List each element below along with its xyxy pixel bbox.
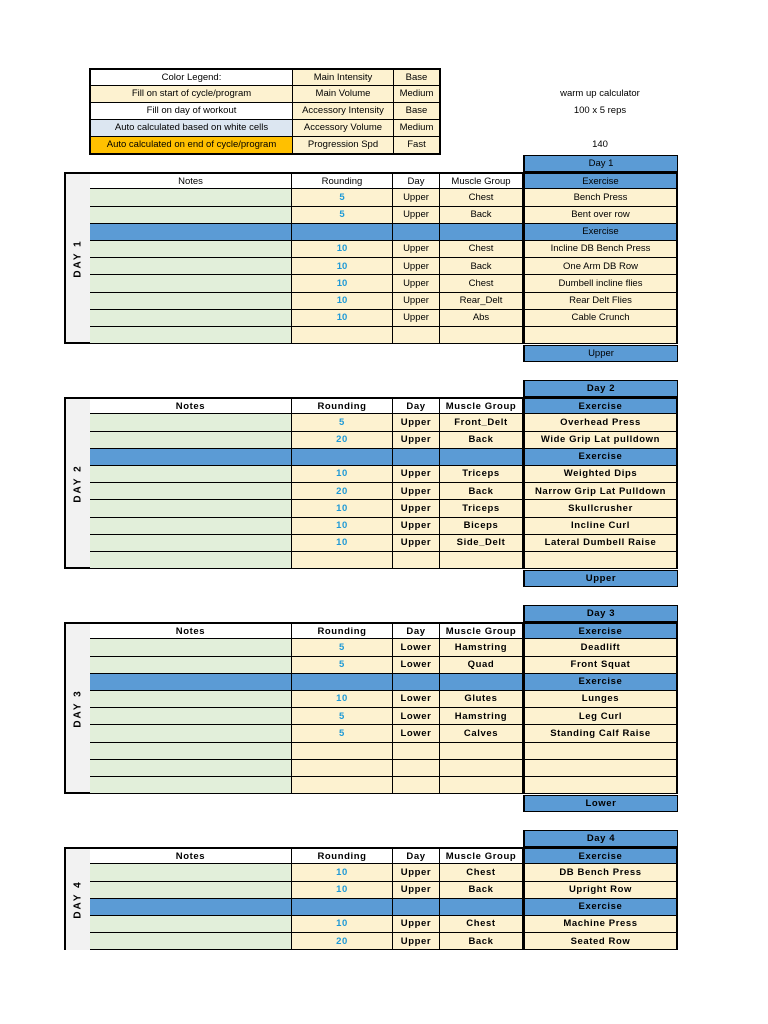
cell-muscle[interactable]: Rear_Delt (440, 293, 523, 310)
cell-muscle[interactable]: Back (440, 258, 523, 275)
accessory-divider (440, 899, 523, 916)
header-muscle: Muscle Group (440, 622, 523, 639)
accessory-divider (90, 449, 292, 466)
cell-notes[interactable] (90, 275, 292, 292)
day-side-label (64, 172, 90, 344)
cell-notes[interactable] (90, 882, 292, 899)
cell-rounding[interactable] (292, 760, 393, 777)
cell-day[interactable]: Upper (393, 414, 440, 431)
header-exercise: Exercise (523, 847, 678, 864)
cell-rounding[interactable]: 10 (292, 691, 393, 708)
cell-exercise[interactable]: Upright Row (523, 882, 678, 899)
cell-notes[interactable] (90, 241, 292, 258)
warmup-value: 140 (592, 139, 608, 151)
cell-notes[interactable] (90, 310, 292, 327)
cell-notes[interactable] (90, 535, 292, 552)
cell-muscle[interactable]: Triceps (440, 466, 523, 483)
cell-rounding[interactable]: 10 (292, 535, 393, 552)
cell-muscle[interactable]: Chest (440, 189, 523, 206)
value-progression-speed[interactable]: Fast (394, 137, 439, 153)
cell-muscle[interactable]: Abs (440, 310, 523, 327)
cell-notes[interactable] (90, 414, 292, 431)
cell-exercise[interactable]: Narrow Grip Lat Pulldown (523, 483, 678, 500)
cell-exercise[interactable]: Lateral Dumbell Raise (523, 535, 678, 552)
cell-rounding[interactable]: 5 (292, 207, 393, 224)
header-muscle: Muscle Group (440, 172, 523, 189)
day-title: Day 1 (523, 155, 678, 172)
cell-muscle[interactable]: Biceps (440, 518, 523, 535)
param-accessory-volume: Accessory Volume (293, 120, 393, 136)
cell-muscle[interactable]: Hamstring (440, 639, 523, 656)
cell-muscle[interactable]: Back (440, 933, 523, 950)
warmup-title: warm up calculator (560, 88, 640, 100)
cell-muscle[interactable]: Chest (440, 864, 523, 881)
accessory-divider (90, 674, 292, 691)
cell-exercise[interactable] (523, 327, 678, 344)
header-day: Day (393, 847, 440, 864)
color-legend (89, 68, 441, 155)
cell-notes[interactable] (90, 258, 292, 275)
cell-rounding[interactable] (292, 777, 393, 794)
cell-exercise[interactable] (523, 760, 678, 777)
cell-day[interactable]: Lower (393, 725, 440, 742)
accessory-exercise-header: Exercise (523, 224, 678, 241)
cell-exercise[interactable] (523, 743, 678, 760)
header-muscle: Muscle Group (440, 397, 523, 414)
accessory-divider (292, 224, 393, 241)
day-side-text: DAY 1 (72, 239, 84, 278)
cell-rounding[interactable]: 10 (292, 882, 393, 899)
cell-muscle[interactable]: Quad (440, 657, 523, 674)
param-main-intensity: Main Intensity (293, 70, 393, 85)
cell-exercise[interactable]: Incline Curl (523, 518, 678, 535)
cell-day[interactable]: Lower (393, 708, 440, 725)
warmup-formula: 100 x 5 reps (573, 105, 627, 117)
cell-day[interactable] (393, 760, 440, 777)
day-footer: Lower (523, 795, 678, 812)
cell-day[interactable]: Upper (393, 933, 440, 950)
cell-notes[interactable] (90, 916, 292, 933)
cell-muscle[interactable]: Hamstring (440, 708, 523, 725)
accessory-divider (393, 449, 440, 466)
header-day: Day (393, 622, 440, 639)
cell-exercise[interactable]: Dumbell incline flies (523, 275, 678, 292)
day-footer: Upper (523, 570, 678, 587)
cell-muscle[interactable]: Back (440, 882, 523, 899)
cell-rounding[interactable]: 10 (292, 275, 393, 292)
cell-day[interactable]: Lower (393, 639, 440, 656)
value-accessory-volume[interactable]: Medium (394, 120, 439, 136)
cell-rounding[interactable]: 5 (292, 708, 393, 725)
accessory-divider (440, 674, 523, 691)
day-side-label (64, 847, 90, 950)
cell-day[interactable]: Upper (393, 483, 440, 500)
cell-exercise[interactable]: One Arm DB Row (523, 258, 678, 275)
cell-muscle[interactable]: Calves (440, 725, 523, 742)
cell-muscle[interactable]: Side_Delt (440, 535, 523, 552)
accessory-exercise-header: Exercise (523, 449, 678, 466)
accessory-exercise-header: Exercise (523, 674, 678, 691)
cell-exercise[interactable]: Bent over row (523, 207, 678, 224)
cell-notes[interactable] (90, 639, 292, 656)
cell-notes[interactable] (90, 207, 292, 224)
header-muscle: Muscle Group (440, 847, 523, 864)
day-title: Day 2 (523, 380, 678, 397)
cell-day[interactable]: Lower (393, 691, 440, 708)
cell-exercise[interactable]: DB Bench Press (523, 864, 678, 881)
cell-day[interactable] (393, 552, 440, 569)
accessory-divider (393, 224, 440, 241)
cell-exercise[interactable]: Weighted Dips (523, 466, 678, 483)
cell-rounding[interactable]: 10 (292, 466, 393, 483)
header-rounding: Rounding (292, 397, 393, 414)
cell-exercise[interactable]: Standing Calf Raise (523, 725, 678, 742)
header-rounding: Rounding (292, 172, 393, 189)
cell-notes[interactable] (90, 708, 292, 725)
cell-rounding[interactable]: 5 (292, 657, 393, 674)
cell-notes[interactable] (90, 327, 292, 344)
cell-notes[interactable] (90, 432, 292, 449)
cell-muscle[interactable] (440, 777, 523, 794)
accessory-divider (292, 674, 393, 691)
cell-rounding[interactable] (292, 327, 393, 344)
param-accessory-intensity: Accessory Intensity (293, 103, 393, 119)
accessory-divider (90, 224, 292, 241)
legend-auto-white: Auto calculated based on white cells (91, 120, 292, 136)
cell-rounding[interactable]: 5 (292, 414, 393, 431)
day-side-text: DAY 2 (72, 464, 84, 503)
accessory-divider (440, 449, 523, 466)
cell-muscle[interactable]: Back (440, 207, 523, 224)
day-side-label (64, 397, 90, 569)
cell-day[interactable]: Upper (393, 432, 440, 449)
cell-day[interactable] (393, 327, 440, 344)
value-main-intensity[interactable]: Base (394, 70, 439, 85)
legend-start-cycle: Fill on start of cycle/program (91, 86, 292, 102)
cell-exercise[interactable]: Skullcrusher (523, 500, 678, 517)
param-progression-speed: Progression Spd (293, 137, 393, 153)
cell-day[interactable]: Upper (393, 189, 440, 206)
cell-notes[interactable] (90, 552, 292, 569)
accessory-divider (393, 899, 440, 916)
header-notes: Notes (90, 397, 292, 414)
cell-rounding[interactable]: 20 (292, 432, 393, 449)
cell-rounding[interactable] (292, 552, 393, 569)
cell-muscle[interactable]: Back (440, 483, 523, 500)
cell-rounding[interactable]: 5 (292, 639, 393, 656)
value-accessory-intensity[interactable]: Base (394, 103, 439, 119)
cell-exercise[interactable] (523, 552, 678, 569)
cell-day[interactable]: Lower (393, 657, 440, 674)
cell-day[interactable]: Upper (393, 275, 440, 292)
cell-exercise[interactable] (523, 777, 678, 794)
cell-day[interactable] (393, 777, 440, 794)
cell-exercise[interactable]: Leg Curl (523, 708, 678, 725)
accessory-divider (393, 674, 440, 691)
cell-muscle[interactable]: Front_Delt (440, 414, 523, 431)
day-side-text: DAY 3 (72, 689, 84, 728)
day-side-text: DAY 4 (72, 880, 84, 919)
param-main-volume: Main Volume (293, 86, 393, 102)
cell-rounding[interactable] (292, 743, 393, 760)
cell-day[interactable]: Upper (393, 466, 440, 483)
cell-day[interactable]: Upper (393, 882, 440, 899)
cell-muscle[interactable] (440, 327, 523, 344)
cell-notes[interactable] (90, 657, 292, 674)
accessory-divider (292, 899, 393, 916)
cell-day[interactable]: Upper (393, 310, 440, 327)
cell-notes[interactable] (90, 483, 292, 500)
accessory-divider (292, 449, 393, 466)
day-title: Day 4 (523, 830, 678, 847)
header-notes: Notes (90, 622, 292, 639)
legend-day-of-workout: Fill on day of workout (91, 103, 292, 119)
cell-notes[interactable] (90, 466, 292, 483)
cell-rounding[interactable]: 10 (292, 916, 393, 933)
cell-muscle[interactable]: Chest (440, 275, 523, 292)
cell-day[interactable] (393, 743, 440, 760)
cell-muscle[interactable]: Glutes (440, 691, 523, 708)
cell-exercise[interactable]: Rear Delt Flies (523, 293, 678, 310)
cell-notes[interactable] (90, 691, 292, 708)
cell-day[interactable]: Upper (393, 500, 440, 517)
day-footer: Upper (523, 345, 678, 362)
cell-exercise[interactable]: Lunges (523, 691, 678, 708)
header-day: Day (393, 397, 440, 414)
accessory-exercise-header: Exercise (523, 899, 678, 916)
cell-notes[interactable] (90, 743, 292, 760)
header-exercise: Exercise (523, 172, 678, 189)
header-day: Day (393, 172, 440, 189)
cell-exercise[interactable]: Incline DB Bench Press (523, 241, 678, 258)
cell-notes[interactable] (90, 500, 292, 517)
cell-notes[interactable] (90, 777, 292, 794)
cell-muscle[interactable] (440, 760, 523, 777)
cell-rounding[interactable]: 10 (292, 258, 393, 275)
header-rounding: Rounding (292, 622, 393, 639)
cell-exercise[interactable]: Overhead Press (523, 414, 678, 431)
legend-title: Color Legend: (91, 70, 292, 85)
cell-exercise[interactable]: Machine Press (523, 916, 678, 933)
cell-notes[interactable] (90, 864, 292, 881)
value-main-volume[interactable]: Medium (394, 86, 439, 102)
cell-day[interactable]: Upper (393, 241, 440, 258)
cell-exercise[interactable]: Seated Row (523, 933, 678, 950)
cell-day[interactable]: Upper (393, 535, 440, 552)
cell-muscle[interactable]: Chest (440, 241, 523, 258)
cell-day[interactable]: Upper (393, 258, 440, 275)
day-title: Day 3 (523, 605, 678, 622)
cell-muscle[interactable]: Chest (440, 916, 523, 933)
header-rounding: Rounding (292, 847, 393, 864)
cell-day[interactable]: Upper (393, 518, 440, 535)
cell-rounding[interactable]: 10 (292, 864, 393, 881)
cell-day[interactable]: Upper (393, 916, 440, 933)
cell-rounding[interactable]: 10 (292, 293, 393, 310)
cell-rounding[interactable]: 5 (292, 725, 393, 742)
header-notes: Notes (90, 172, 292, 189)
cell-day[interactable]: Upper (393, 207, 440, 224)
cell-notes[interactable] (90, 293, 292, 310)
cell-rounding[interactable]: 20 (292, 483, 393, 500)
cell-muscle[interactable] (440, 743, 523, 760)
cell-muscle[interactable] (440, 552, 523, 569)
day-side-label (64, 622, 90, 794)
cell-notes[interactable] (90, 518, 292, 535)
accessory-divider (440, 224, 523, 241)
cell-exercise[interactable]: Wide Grip Lat pulldown (523, 432, 678, 449)
cell-notes[interactable] (90, 725, 292, 742)
legend-auto-end-cycle: Auto calculated on end of cycle/program (91, 137, 292, 153)
header-exercise: Exercise (523, 397, 678, 414)
accessory-divider (90, 899, 292, 916)
cell-rounding[interactable]: 10 (292, 241, 393, 258)
cell-rounding[interactable]: 10 (292, 518, 393, 535)
cell-exercise[interactable]: Deadlift (523, 639, 678, 656)
cell-day[interactable]: Upper (393, 864, 440, 881)
cell-day[interactable]: Upper (393, 293, 440, 310)
cell-notes[interactable] (90, 933, 292, 950)
cell-muscle[interactable]: Back (440, 432, 523, 449)
cell-rounding[interactable]: 5 (292, 189, 393, 206)
cell-exercise[interactable]: Front Squat (523, 657, 678, 674)
header-exercise: Exercise (523, 622, 678, 639)
cell-rounding[interactable]: 20 (292, 933, 393, 950)
cell-exercise[interactable]: Bench Press (523, 189, 678, 206)
header-notes: Notes (90, 847, 292, 864)
cell-exercise[interactable]: Cable Crunch (523, 310, 678, 327)
cell-notes[interactable] (90, 189, 292, 206)
cell-notes[interactable] (90, 760, 292, 777)
cell-rounding[interactable]: 10 (292, 310, 393, 327)
cell-rounding[interactable]: 10 (292, 500, 393, 517)
cell-muscle[interactable]: Triceps (440, 500, 523, 517)
